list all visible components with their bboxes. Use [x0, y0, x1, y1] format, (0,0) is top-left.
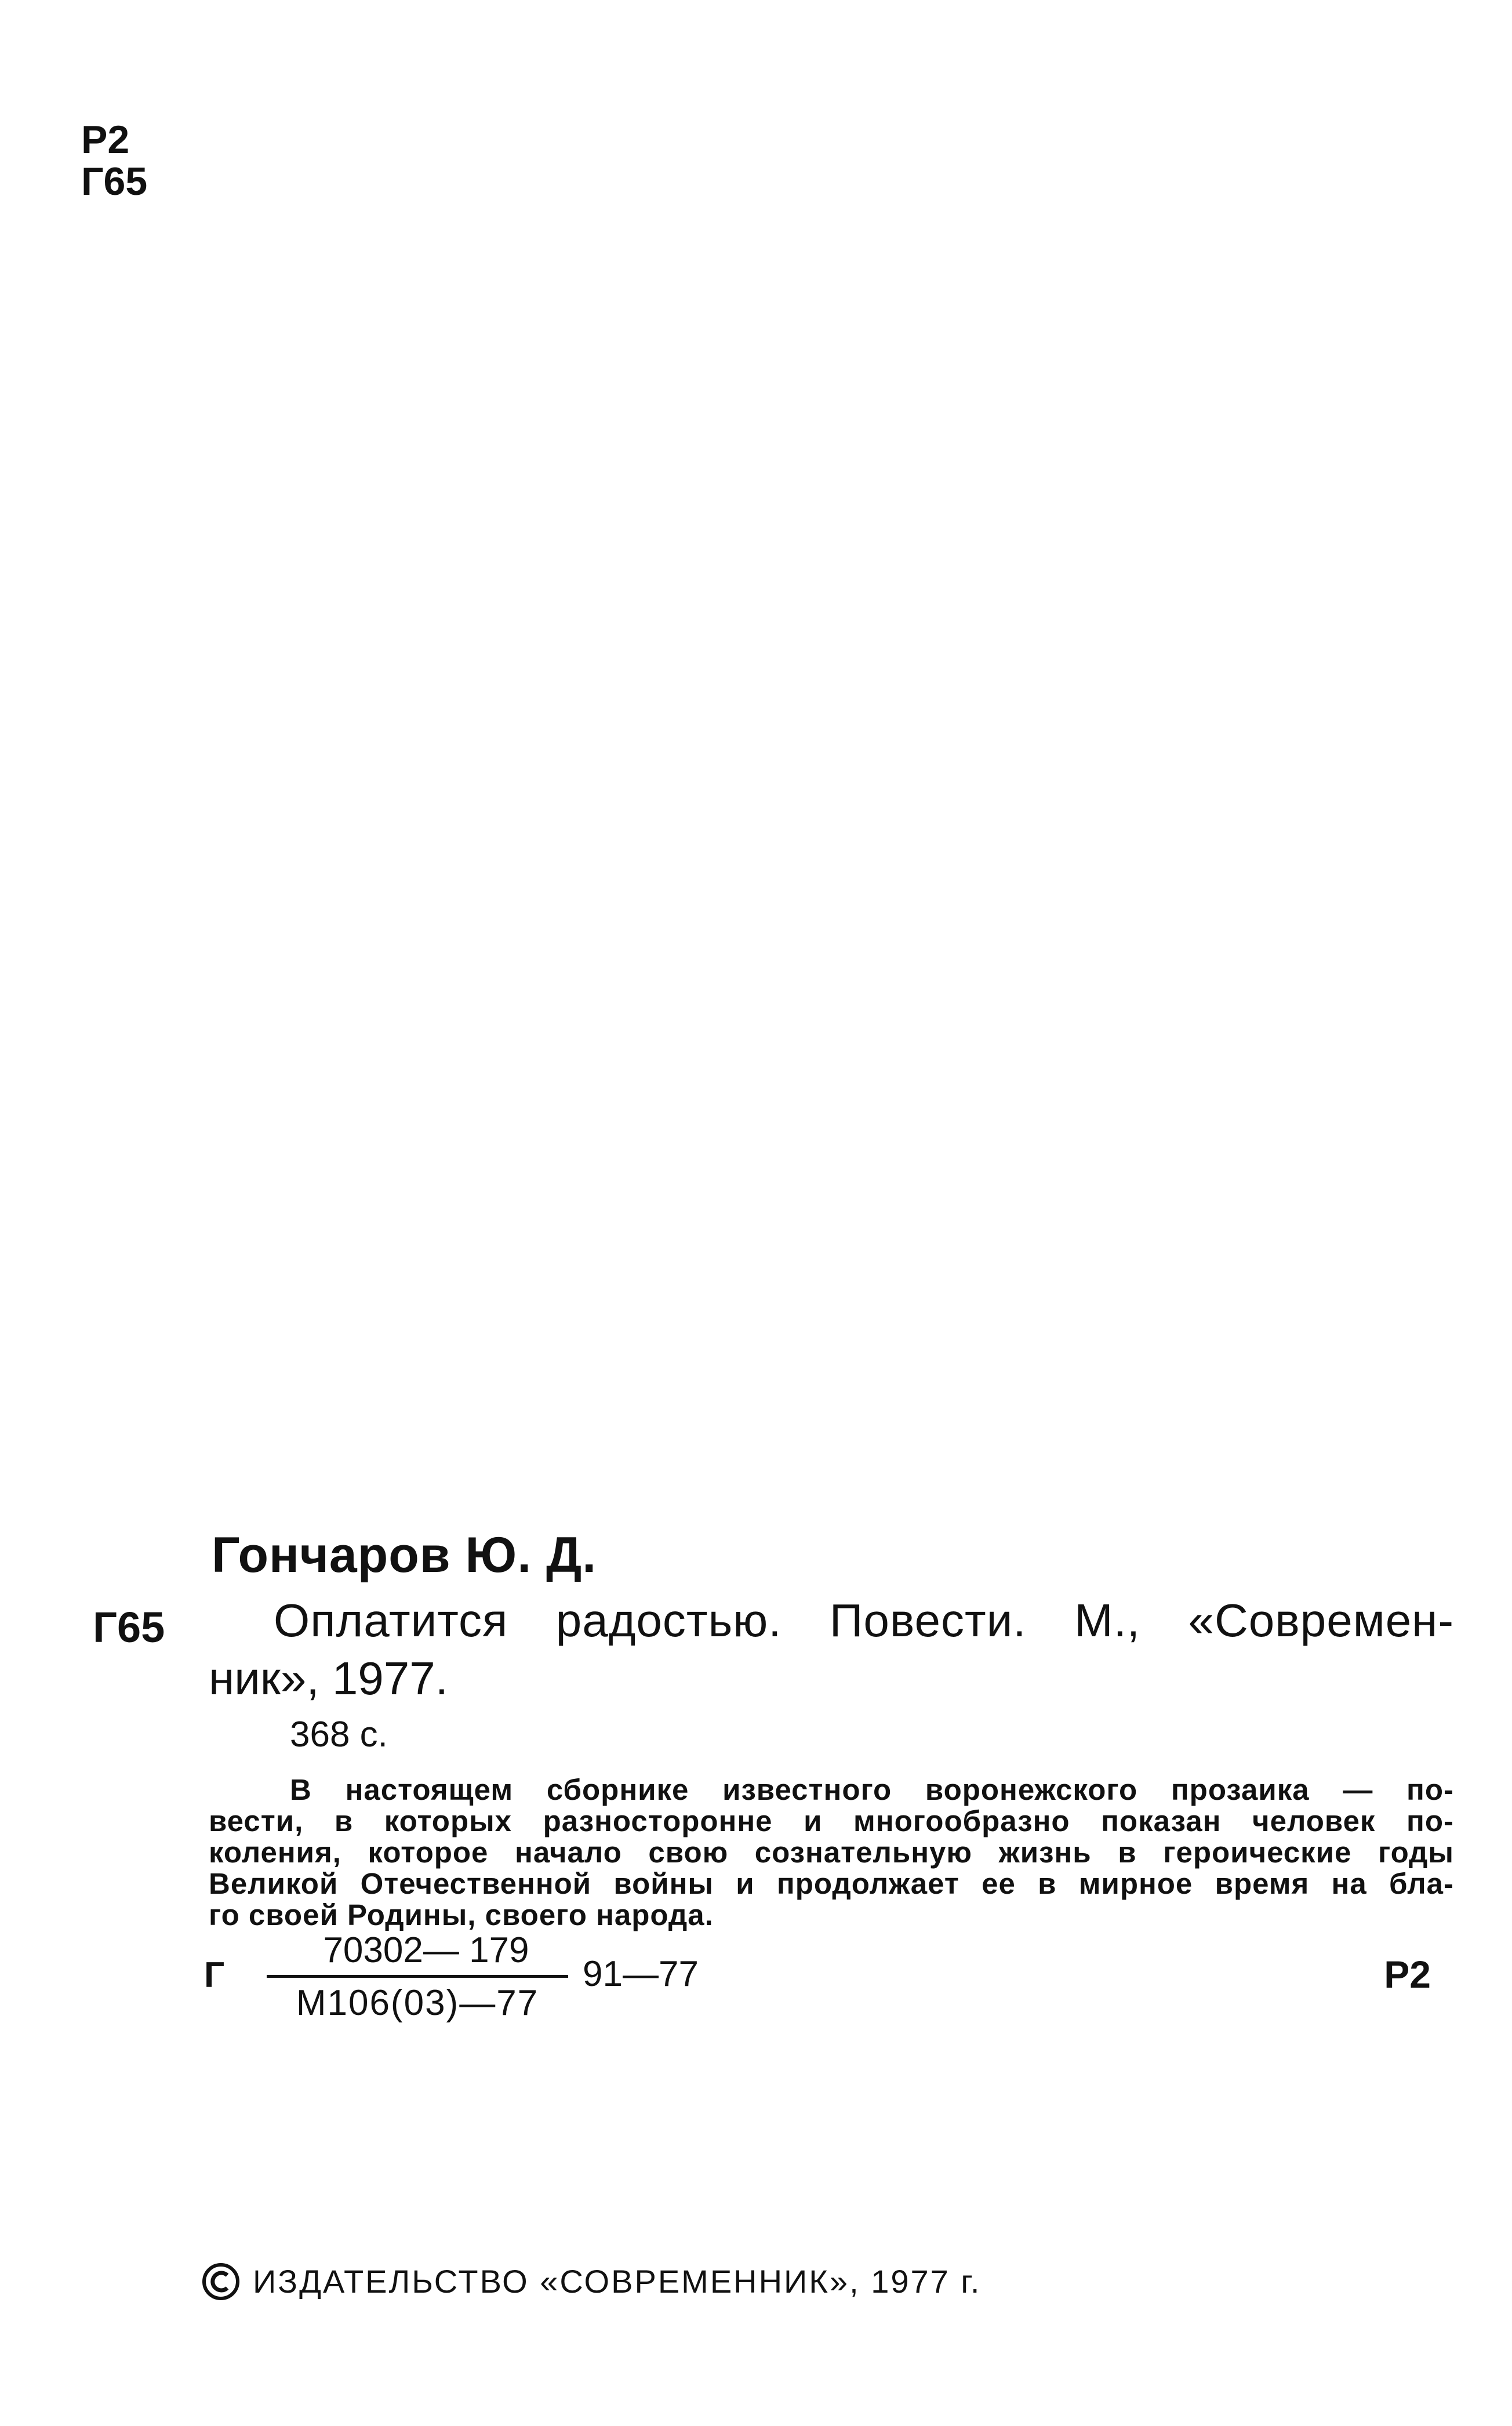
copyright-line [202, 2258, 981, 2305]
index-denominator: М106(03)—77 [296, 1983, 539, 2023]
description-line-2: ник», 1977. [209, 1653, 449, 1704]
index-numerator: 70302— 179 [323, 1930, 529, 1970]
copyright-icon [202, 2262, 240, 2301]
annotation-line: вести, в которых разносторонне и многообразно показан человек по- [209, 1804, 1454, 1837]
index-fraction [267, 1930, 568, 2024]
page-count: 368 с. [290, 1715, 388, 1755]
bibliographic-description [209, 1592, 1454, 1708]
annotation-line: Великой Отечественной войны и продолжает ее в мирное время на бла- [209, 1867, 1454, 1900]
annotation-paragraph [209, 1774, 1454, 1931]
author-mark-code: Г65 [93, 1603, 165, 1651]
index-class: Р2 [1384, 1953, 1431, 1996]
annotation-line: В настоящем сборнике известного воронежского прозаика — по- [290, 1773, 1454, 1806]
index-letter: Г [204, 1955, 225, 1995]
copyright-text: ИЗДАТЕЛЬСТВО «СОВРЕМЕННИК», 1977 г. [253, 2263, 982, 2300]
fraction-bar [267, 1975, 568, 1978]
corner-class-code: Р2 [81, 118, 130, 162]
index-code: 91—77 [583, 1954, 699, 1994]
annotation-line: го своей Родины, своего народа. [209, 1898, 714, 1931]
author-heading: Гончаров Ю. Д. [212, 1527, 597, 1583]
corner-author-mark: Г65 [81, 159, 148, 204]
annotation-line: коления, которое начало свою сознательную жизнь в героические годы [209, 1836, 1454, 1869]
description-line-1: Оплатится радостью. Повести. М., «Современ- [274, 1595, 1454, 1646]
corner-classification [81, 119, 147, 202]
